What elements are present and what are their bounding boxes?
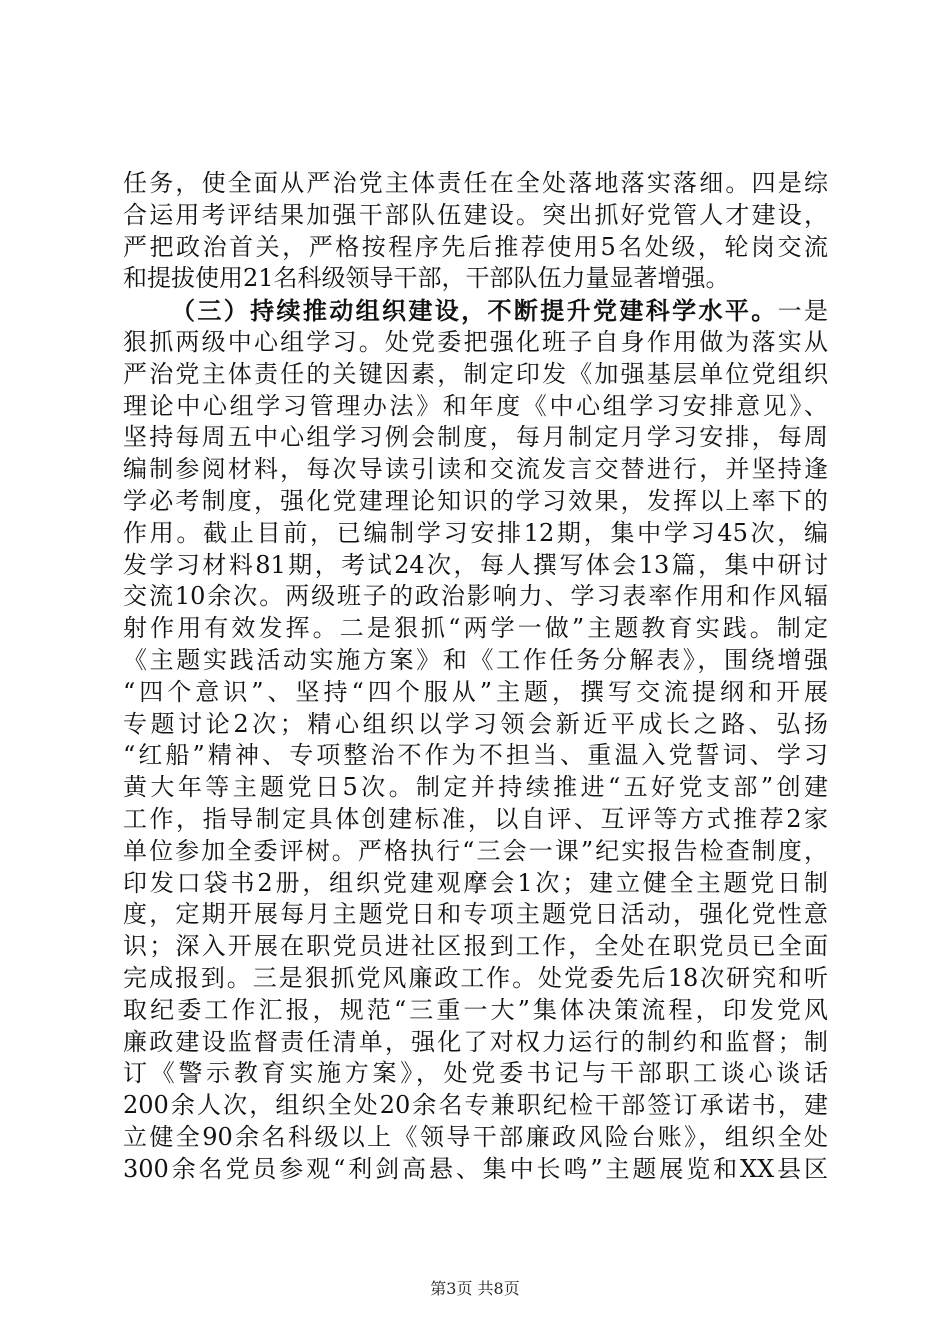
section-heading: （三）持续推动组织建设，不断提升党建科学水平。 [171, 296, 778, 326]
text-line-13: 发学习材料81期，考试24次，每人撰写体会13篇，集中研讨 [123, 550, 828, 579]
text-line-14: 交流10余次。两级班子的政治影响力、学习表率作用和作风辐 [123, 582, 828, 611]
text-line-19: “红船”精神、专项整治不作为不担当、重温入党誓词、学习 [123, 741, 828, 770]
text-line-22: 单位参加全委评树。严格执行“三会一课”纪实报告检查制度， [123, 836, 828, 865]
text-line-30: 200余人次，组织全处20余名专兼职纪检干部签订承诺书，建 [123, 1091, 828, 1120]
text-line-31: 立健全90余名科级以上《领导干部廉政风险台账》，组织全处 [123, 1122, 828, 1151]
text-line-18: 专题讨论2次；精心组织以学习领会新近平成长之路、弘扬 [123, 709, 828, 738]
text-line-4: 和提拔使用21名科级领导干部，干部队伍力量显著增强。 [123, 264, 730, 293]
section-heading-continuation: 一是 [777, 297, 828, 326]
text-line-28: 廉政建设监督责任清单，强化了对权力运行的制约和监督；制 [123, 1027, 828, 1056]
text-line-32: 300余名党员参观“利剑高悬、集中长鸣”主题展览和XX县区 [123, 1154, 828, 1183]
text-line-21: 工作，指导制定具体创建标准，以自评、互评等方式推荐2家 [123, 804, 828, 833]
text-line-24: 度，定期开展每月主题党日和专项主题党日活动，强化党性意 [123, 900, 828, 929]
text-line-27: 取纪委工作汇报，规范“三重一大”集体决策流程，印发党风 [123, 995, 828, 1024]
text-line-11: 学必考制度，强化党建理论知识的学习效果，发挥以上率下的 [123, 486, 828, 515]
text-line-25: 识；深入开展在职党员进社区报到工作，全处在职党员已全面 [123, 932, 828, 961]
section-heading-line [123, 295, 828, 327]
text-line-6: 狠抓两级中心组学习。处党委把强化班子自身作用做为落实从 [123, 327, 828, 356]
text-line-12: 作用。截止目前，已编制学习安排12期，集中学习45次，编 [123, 518, 828, 547]
text-line-1: 任务，使全面从严治党主体责任在全处落地落实落细。四是综 [123, 169, 828, 197]
text-line-26: 完成报到。三是狠抓党风廉政工作。处党委先后18次研究和听 [123, 963, 828, 992]
text-line-17: “四个意识”、坚持“四个服从”主题，撰写交流提纲和开展 [123, 677, 828, 706]
document-body [123, 168, 828, 1186]
page-number-footer: 第3页 共8页 [430, 1279, 520, 1298]
text-line-7: 严治党主体责任的关键因素，制定印发《加强基层单位党组织 [123, 359, 828, 388]
text-line-23: 印发口袋书2册，组织党建观摩会1次；建立健全主题党日制 [123, 868, 828, 897]
text-line-10: 编制参阅材料，每次导读引读和交流发言交替进行，并坚持逢 [123, 455, 828, 484]
text-line-16: 《主题实践活动实施方案》和《工作任务分解表》，围绕增强 [123, 645, 828, 674]
text-line-8: 理论中心组学习管理办法》和年度《中心组学习安排意见》、 [123, 391, 828, 420]
text-line-2: 合运用考评结果加强干部队伍建设。突出抓好党管人才建设， [123, 200, 828, 229]
text-line-29: 订《警示教育实施方案》，处党委书记与干部职工谈心谈话 [123, 1059, 828, 1088]
text-line-9: 坚持每周五中心组学习例会制度，每月制定月学习安排，每周 [123, 423, 828, 452]
text-line-3: 严把政治首关，严格按程序先后推荐使用5名处级，轮岗交流 [123, 232, 828, 261]
text-line-20: 黄大年等主题党日5次。制定并持续推进“五好党支部”创建 [123, 773, 828, 802]
text-line-15: 射作用有效发挥。二是狠抓“两学一做”主题教育实践。制定 [123, 614, 828, 643]
